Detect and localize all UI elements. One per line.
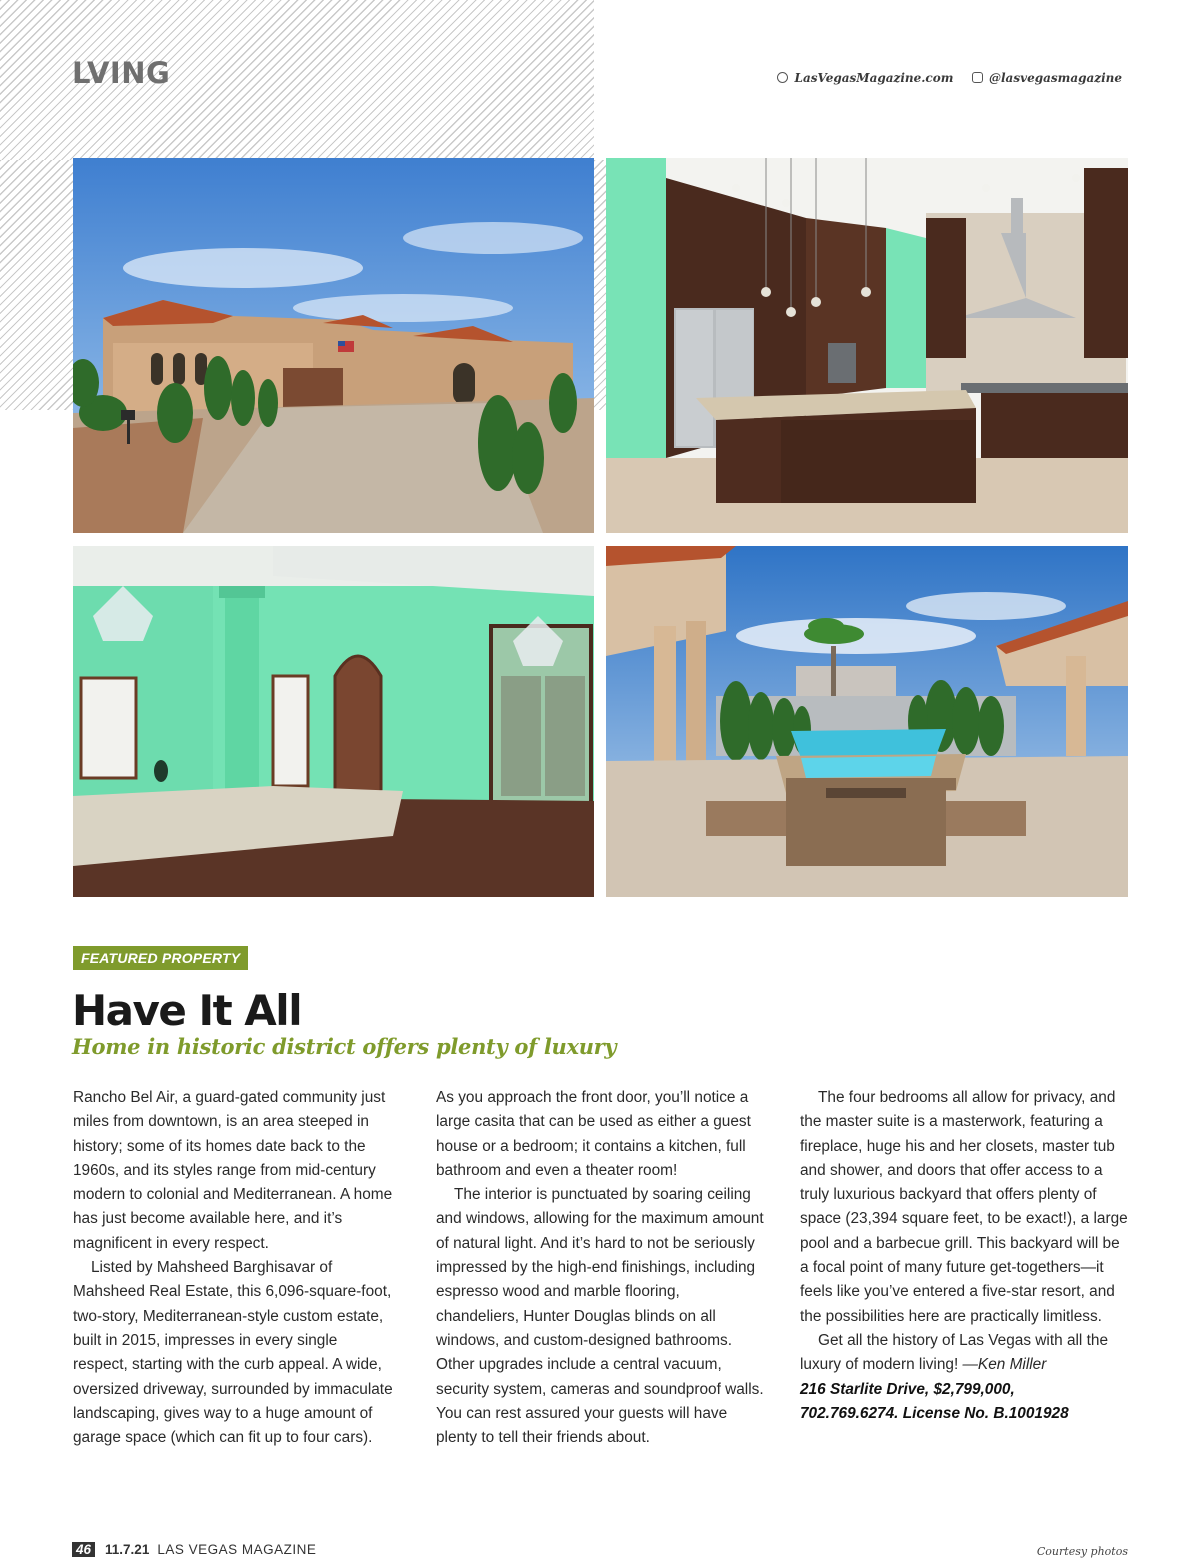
hatch-pattern-left bbox=[0, 160, 73, 410]
globe-icon bbox=[777, 72, 788, 83]
backyard-photo bbox=[606, 546, 1128, 897]
kitchen-photo bbox=[606, 158, 1128, 533]
photo-credit: Courtesy photos bbox=[1036, 1545, 1128, 1558]
article-headline: Have It All bbox=[72, 986, 302, 1035]
hatch-pattern-middle bbox=[594, 160, 606, 410]
interior-photo bbox=[73, 546, 594, 897]
paragraph-1: Rancho Bel Air, a guard-gated community just miles from downtown, is an area steeped in history; some of its homes date back to the 1960s, and its styles range from mid-century modern to colonial and Mediterranean. A home has just become available here, and it’s magnificent in every respect. bbox=[73, 1089, 393, 1252]
column-1 bbox=[73, 1086, 393, 1450]
magazine-name: LAS VEGAS MAGAZINE bbox=[157, 1542, 317, 1557]
paragraph-4: The interior is punctuated by soaring ceiling and windows, allowing for the maximum amount of natural light. And it’s hard to not be seriously impressed by the high-end finishings, including espresso wood and marble flooring, chandeliers, Hunter Douglas blinds on all windows, and custom-designed bathrooms. Other upgrades include a central vacuum, security system, cameras and soundproof walls. You can rest assured your guests will have plenty to tell their friends about. bbox=[436, 1186, 764, 1447]
column-2 bbox=[436, 1086, 766, 1450]
issue-date: 11.7.21 bbox=[105, 1542, 150, 1557]
social-links bbox=[777, 71, 1122, 85]
listing-address: 216 Starlite Drive, $2,799,000, bbox=[800, 1380, 1015, 1398]
instagram-icon bbox=[972, 72, 983, 83]
article-subhead: Home in historic district offers plenty of luxury bbox=[72, 1034, 617, 1059]
paragraph-6 bbox=[800, 1329, 1128, 1378]
instagram-link[interactable]: @lasvegasmagazine bbox=[989, 71, 1122, 85]
closing-sentence: Get all the history of Las Vegas with all the luxury of modern living! bbox=[800, 1331, 1109, 1374]
category-badge: FEATURED PROPERTY bbox=[73, 946, 248, 970]
listing-contact: 702.769.6274. License No. B.1001928 bbox=[800, 1404, 1069, 1422]
page-footer bbox=[72, 1542, 316, 1557]
page-number: 46 bbox=[72, 1542, 95, 1557]
byline: —Ken Miller bbox=[958, 1356, 1047, 1374]
website-link[interactable]: LasVegasMagazine.com bbox=[794, 71, 954, 85]
paragraph-2: Listed by Mahsheed Barghisavar of Mahsheed Real Estate, this 6,096-square-foot, two-story, Mediterranean-style custom estate, built in 2015, impresses in every single respect, starting with the curb appeal. A wide, oversized driveway, surrounded by immaculate landscaping, gives way to a huge amount of garage space (which can fit up to four cars). bbox=[73, 1259, 393, 1447]
column-3 bbox=[800, 1086, 1128, 1426]
exterior-photo bbox=[73, 158, 594, 533]
paragraph-3: As you approach the front door, you’ll notice a large casita that can be used as either a guest house or a bedroom; it contains a kitchen, full bathroom and even a theater room! bbox=[436, 1089, 751, 1179]
paragraph-5: The four bedrooms all allow for privacy, and the master suite is a masterwork, featuring a fireplace, huge his and her closets, master tub and shower, and doors that offer access to a truly luxurious backyard that offers plenty of space (23,394 square feet, to be exact!), a large pool and a barbecue grill. This backyard will be a focal point of many future get-togethers—it feels like you’ve entered a five-star resort, and the possibilities here are practically limitless. bbox=[800, 1089, 1128, 1325]
section-label: LVING bbox=[72, 56, 171, 90]
